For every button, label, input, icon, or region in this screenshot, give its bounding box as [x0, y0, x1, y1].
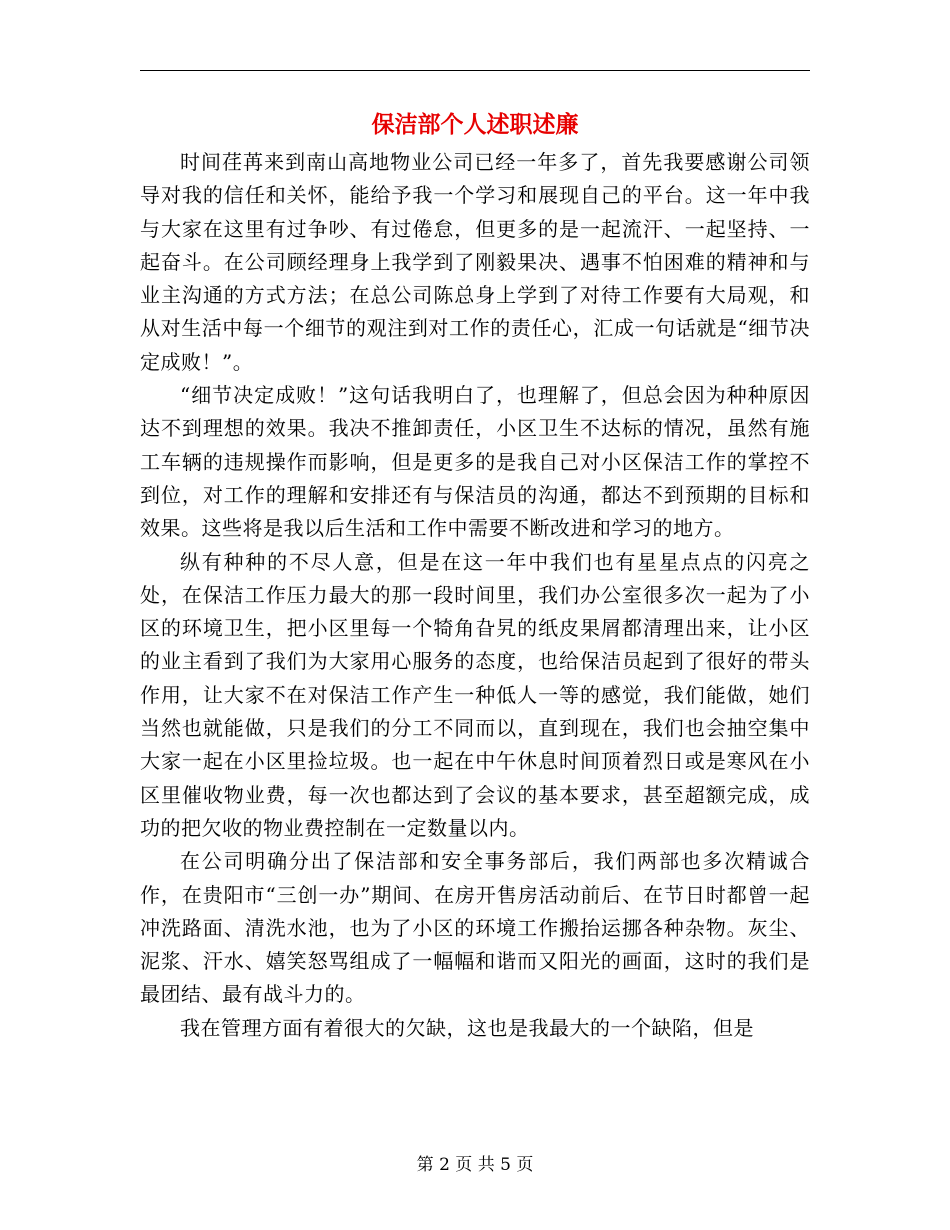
header-rule	[140, 70, 810, 71]
paragraph-1: 时间荏苒来到南山高地物业公司已经一年多了，首先我要感谢公司领导对我的信任和关怀，能给予我一个学习和展现自己的平台。这一年中我与大家在这里有过争吵、有过倦怠，但更多的是一起流汗、一起坚持、一起奋斗。在公司顾经理身上我学到了刚毅果决、遇事不怕困难的精神和与业主沟通的方式方法；在总公司陈总身上学到了对待工作要有大局观，和从对生活中每一个细节的观注到对工作的责任心，汇成一句话就是“细节决定成败！”。	[140, 150, 810, 374]
paragraph-5: 我在管理方面有着很大的欠缺，这也是我最大的一个缺陷，但是	[180, 1015, 754, 1040]
paragraph-4: 在公司明确分出了保洁部和安全事务部后，我们两部也多次精诚合作，在贵阳市“三创一办”期间、在房开售房活动前后、在节日时都曾一起冲洗路面、清洗水池，也为了小区的环境工作搬抬运挪各种杂物。灰尘、泥浆、汗水、嬉笑怒骂组成了一幅幅和谐而又阳光的画面，这时的我们是最团结、最有战斗力的。	[140, 849, 810, 1007]
document-title: 保洁部个人述职述廉	[371, 111, 579, 138]
document-body	[140, 146, 810, 1045]
page-number-footer: 第 2 页 共 5 页	[416, 1155, 534, 1175]
paragraph-2: “细节决定成败！”这句话我明白了，也理解了，但总会因为种种原因达不到理想的效果。我决不推卸责任，小区卫生不达标的情况，虽然有施工车辆的违规操作而影响，但是更多的是我自己对小区保洁工作的掌控不到位，对工作的理解和安排还有与保洁员的沟通，都达不到预期的目标和效果。这些将是我以后生活和工作中需要不断改进和学习的地方。	[140, 383, 810, 541]
paragraph-3: 纵有种种的不尽人意，但是在这一年中我们也有星星点点的闪亮之处，在保洁工作压力最大的那一段时间里，我们办公室很多次一起为了小区的环境卫生，把小区里每一个犄角旮旯的纸皮果屑都清理出来，让小区的业主看到了我们为大家用心服务的态度，也给保洁员起到了很好的带头作用，让大家不在对保洁工作产生一种低人一等的感觉，我们能做，她们当然也就能做，只是我们的分工不同而以，直到现在，我们也会抽空集中大家一起在小区里捡垃圾。也一起在中午休息时间顶着烈日或是寒风在小区里催收物业费，每一次也都达到了会议的基本要求，甚至超额完成，成功的把欠收的物业费控制在一定数量以内。	[140, 549, 810, 840]
